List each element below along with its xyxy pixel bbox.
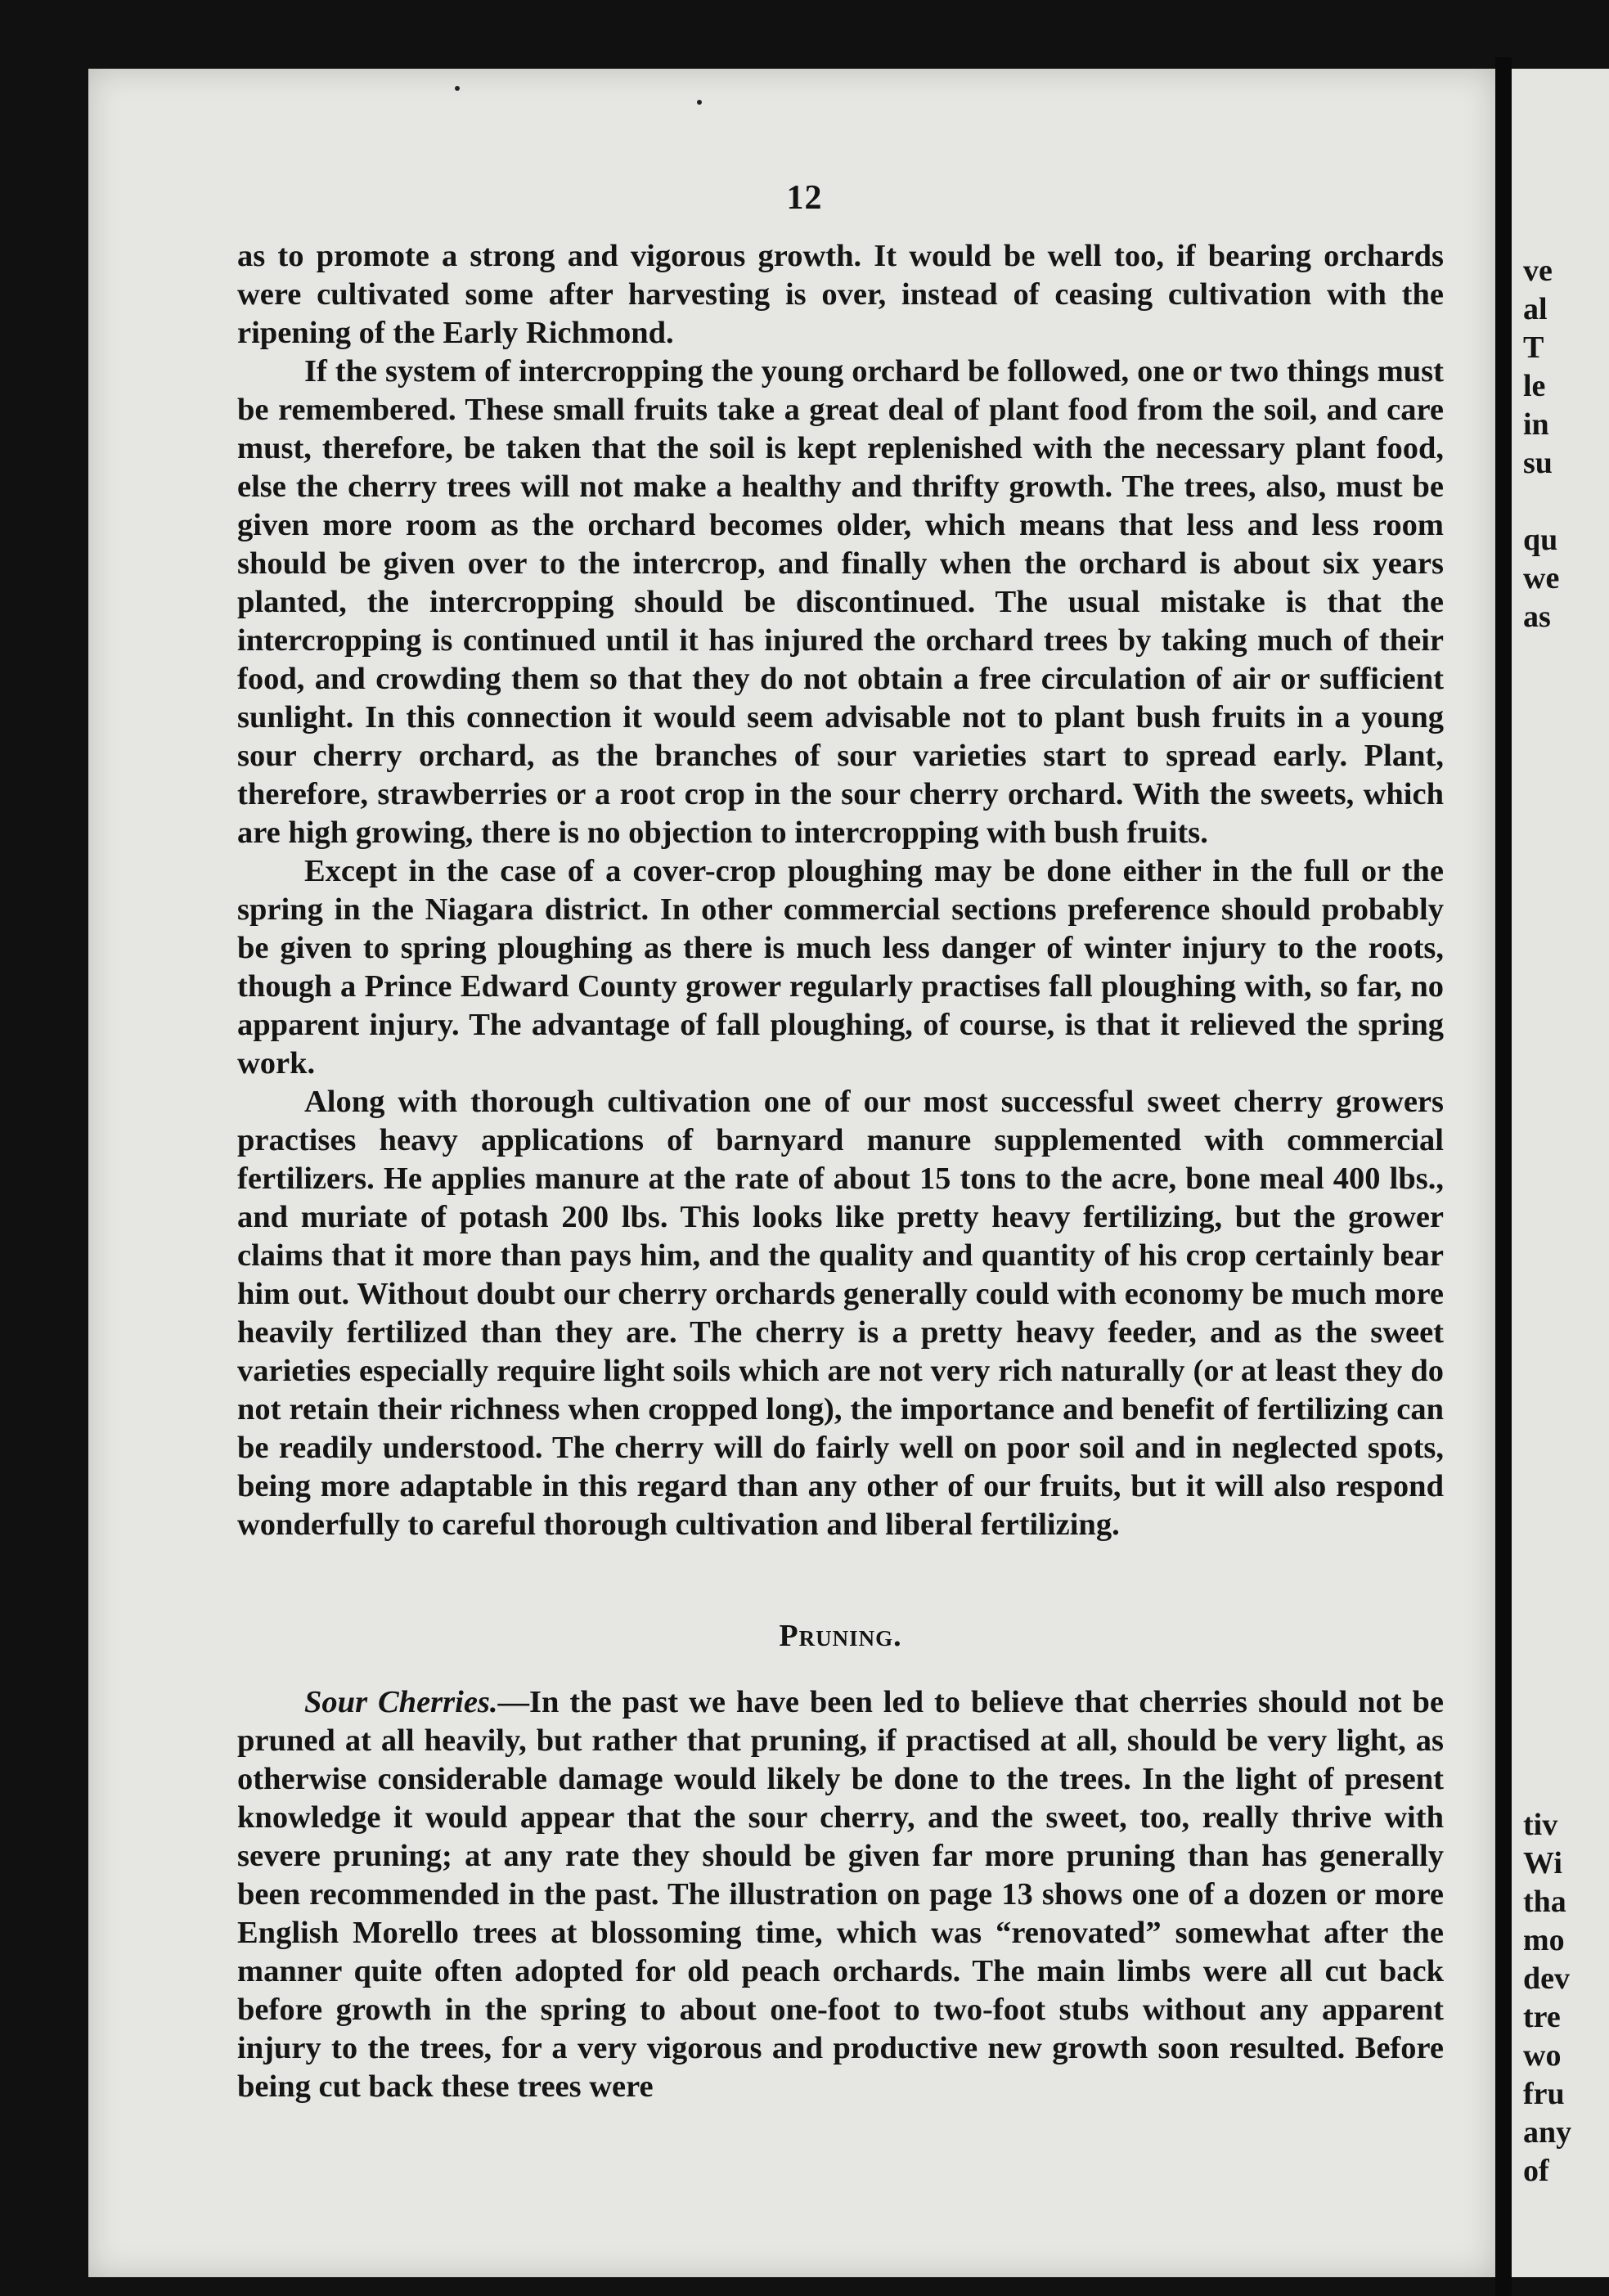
facing-page-fragment: mo <box>1523 1923 1565 1957</box>
facing-page-fragment: ve <box>1523 254 1553 288</box>
body-text <box>237 237 1444 2106</box>
page-number: 12 <box>786 179 823 217</box>
facing-page-fragment: al <box>1523 292 1548 326</box>
facing-page-fragment: qu <box>1523 523 1558 557</box>
facing-page-fragment: su <box>1523 446 1553 480</box>
facing-page-fragment: in <box>1523 407 1549 442</box>
paragraph-2: If the system of intercropping the young orchard be followed, one or two things must be remembered. These small fruits take a great deal of plant food from the soil, and care must, therefore, be taken that the soil is kept replenished with the necessary plant food, else the cherry trees will not make a healthy and thrifty growth. The trees, also, must be given more room as the orchard becomes older, which means that less and less room should be given over to the intercrop, and finally when the orchard is about six years planted, the intercropping should be discontinued. The usual mistake is that the intercropping is continued until it has injured the orchard trees by taking much of their food, and crowding them so that they do not obtain a free circulation of air or sufficient sunlight. In this connection it would seem advisable not to plant bush fruits in a young sour cherry orchard, as the branches of sour varieties start to spread early. Plant, therefore, strawberries or a root crop in the sour cherry orchard. With the sweets, which are high growing, there is no objection to intercropping with bush fruits. <box>237 354 1444 850</box>
facing-page-fragment: le <box>1523 369 1546 403</box>
pruning-lead-italic: Sour Cherries. <box>304 1685 498 1719</box>
facing-page-fragment: tha <box>1523 1885 1566 1919</box>
facing-page-fragment: of <box>1523 2154 1549 2188</box>
facing-page-fragment: fru <box>1523 2077 1565 2111</box>
facing-page-fragment: any <box>1523 2115 1572 2150</box>
facing-page-edge <box>1512 69 1609 2277</box>
scan-speck <box>697 100 702 105</box>
facing-page-fragment: tiv <box>1523 1808 1558 1842</box>
facing-page-fragment: Wi <box>1523 1846 1562 1880</box>
scan-speck <box>455 86 460 91</box>
book-spine <box>1495 57 1512 2296</box>
facing-page-fragment: as <box>1523 600 1551 634</box>
pruning-text: —In the past we have been led to believe that cherries should not be pruned at all heavily, but rather that pruning, if practised at all, should be very light, as otherwise considerable damage would likely be done to the trees. In the light of present knowledge it would appear that the sour cherry, and the sweet, too, really thrive with severe pruning; at any rate they should be given far more pruning than has generally been recommended in the past. The illustration on page 13 shows one of a dozen or more English Morello trees at blossoming time, which was “renovated” somewhat after the manner quite often adopted for old peach orchards. The main limbs were all cut back before growth in the spring to about one-foot to two-foot stubs without any apparent injury to the trees, for a very vigorous and productive new growth soon resulted. Before being cut back these trees were <box>237 1685 1444 2104</box>
section-heading-pruning: Pruning. <box>779 1619 902 1653</box>
facing-page-fragment: T <box>1523 330 1544 365</box>
paragraph-pruning <box>237 1683 1444 2106</box>
paragraph-1: as to promote a strong and vigorous growth. It would be well too, if bearing orchards were cultivated some after harvesting is over, instead of ceasing cultivation with the ripening of the Early Richmond. <box>237 239 1444 350</box>
facing-page-fragment: dev <box>1523 1961 1570 1996</box>
paragraph-4: Along with thorough cultivation one of our most successful sweet cherry growers practises heavy applications of barnyard manure supplemented with commercial fertilizers. He applies manure at the rate of about 15 tons to the acre, bone meal 400 lbs., and muriate of potash 200 lbs. This looks like pretty heavy fertilizing, but the grower claims that it more than pays him, and the quality and quantity of his crop certainly bear him out. Without doubt our cherry orchards generally could with economy be much more heavily fertilized than they are. The cherry is a pretty heavy feeder, and as the sweet varieties especially require light soils which are not very rich naturally (or at least they do not retain their richness when cropped long), the importance and benefit of fertilizing can be readily understood. The cherry will do fairly well on poor soil and in neglected spots, being more adaptable in this regard than any other of our fruits, but it will also respond wonderfully to careful thorough cultivation and liberal fertilizing. <box>237 1085 1444 1542</box>
paragraph-3: Except in the case of a cover-crop ploughing may be done either in the full or the spring in the Niagara district. In other commercial sections preference should probably be given to spring ploughing as there is much less danger of winter injury to the roots, though a Prince Edward County grower regularly practises fall ploughing with, so far, no apparent injury. The advantage of fall ploughing, of course, is that it relieved the spring work. <box>237 854 1444 1081</box>
facing-page-fragment: we <box>1523 561 1560 595</box>
facing-page-fragment: wo <box>1523 2038 1562 2073</box>
facing-page-fragment: tre <box>1523 2000 1561 2034</box>
